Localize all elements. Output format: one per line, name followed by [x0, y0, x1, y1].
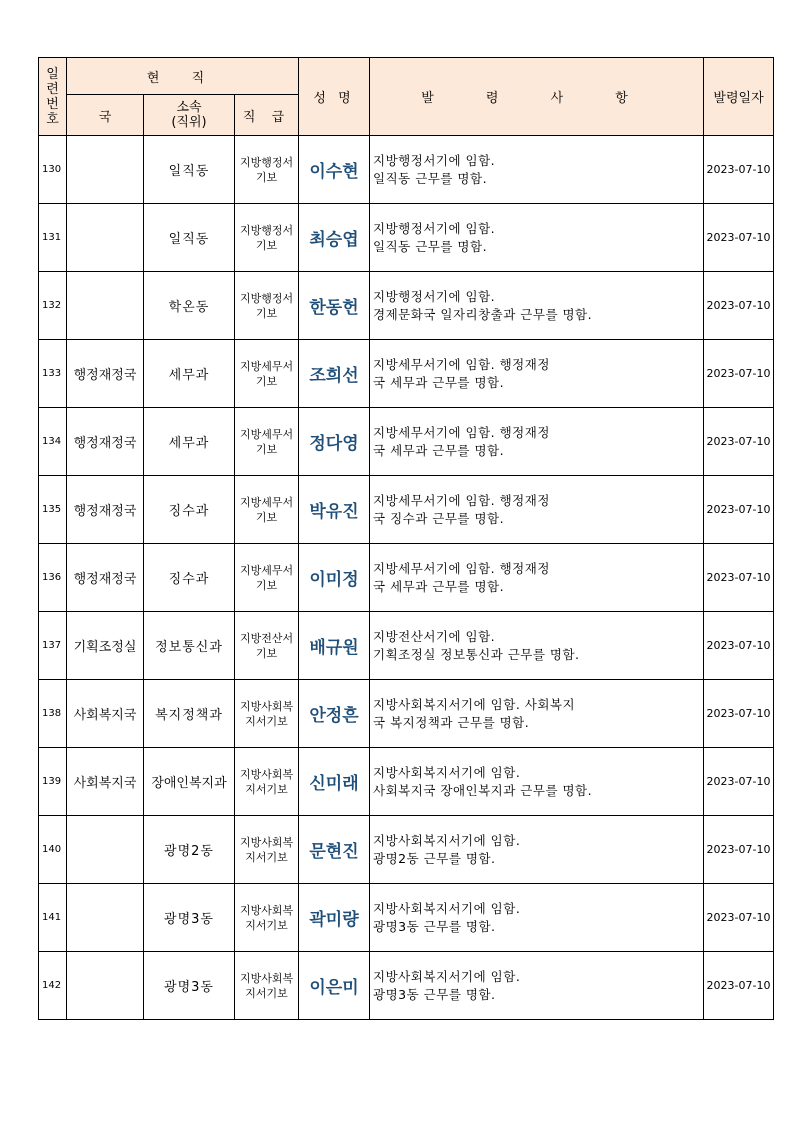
date-header: 발령일자	[704, 58, 774, 136]
serial-number: 137	[39, 612, 67, 680]
appointment-date: 2023-07-10	[704, 544, 774, 612]
appointment-date: 2023-07-10	[704, 408, 774, 476]
table-row	[39, 476, 774, 544]
person-name: 곽미량	[299, 884, 370, 952]
table-row	[39, 952, 774, 1020]
bureau-header: 국	[67, 95, 144, 136]
appointment-date: 2023-07-10	[704, 952, 774, 1020]
table-row	[39, 612, 774, 680]
table-row	[39, 544, 774, 612]
department: 장애인복지과	[144, 748, 235, 816]
appointment-order: 지방사회복지서기에 임함. 광명3동 근무를 명함.	[370, 884, 704, 952]
name-header: 성 명	[299, 58, 370, 136]
appointment-order: 지방세무서기에 임함. 행정재정 국 세무과 근무를 명함.	[370, 340, 704, 408]
rank: 지방세무서 기보	[235, 408, 299, 476]
table-row	[39, 340, 774, 408]
appointment-order: 지방사회복지서기에 임함. 광명2동 근무를 명함.	[370, 816, 704, 884]
rank: 지방사회복 지서기보	[235, 680, 299, 748]
department: 정보통신과	[144, 612, 235, 680]
appointment-order: 지방행정서기에 임함. 일직동 근무를 명함.	[370, 204, 704, 272]
table-row	[39, 204, 774, 272]
rank-header: 직 급	[235, 95, 299, 136]
table-row	[39, 136, 774, 204]
table-row	[39, 680, 774, 748]
appointment-date: 2023-07-10	[704, 816, 774, 884]
department: 세무과	[144, 340, 235, 408]
department: 세무과	[144, 408, 235, 476]
table-row	[39, 272, 774, 340]
serial-number: 133	[39, 340, 67, 408]
appointment-order: 지방행정서기에 임함. 경제문화국 일자리창출과 근무를 명함.	[370, 272, 704, 340]
appointment-order: 지방사회복지서기에 임함. 사회복지국 장애인복지과 근무를 명함.	[370, 748, 704, 816]
bureau	[67, 816, 144, 884]
appointment-table	[38, 57, 774, 1020]
appointment-order: 지방행정서기에 임함. 일직동 근무를 명함.	[370, 136, 704, 204]
department: 광명3동	[144, 884, 235, 952]
appointment-order: 지방세무서기에 임함. 행정재정 국 세무과 근무를 명함.	[370, 544, 704, 612]
table-header	[39, 58, 774, 136]
person-name: 안정흔	[299, 680, 370, 748]
bureau: 사회복지국	[67, 680, 144, 748]
appointment-date: 2023-07-10	[704, 612, 774, 680]
department: 광명3동	[144, 952, 235, 1020]
serial-number: 130	[39, 136, 67, 204]
rank: 지방사회복 지서기보	[235, 884, 299, 952]
bureau: 행정재정국	[67, 340, 144, 408]
department: 일직동	[144, 136, 235, 204]
rank: 지방행정서 기보	[235, 272, 299, 340]
department: 학온동	[144, 272, 235, 340]
rank: 지방사회복 지서기보	[235, 748, 299, 816]
appointment-order: 지방세무서기에 임함. 행정재정 국 징수과 근무를 명함.	[370, 476, 704, 544]
appointment-order: 지방세무서기에 임함. 행정재정 국 세무과 근무를 명함.	[370, 408, 704, 476]
serial-number: 134	[39, 408, 67, 476]
rank: 지방사회복 지서기보	[235, 952, 299, 1020]
table-row	[39, 884, 774, 952]
serial-number: 138	[39, 680, 67, 748]
rank: 지방세무서 기보	[235, 544, 299, 612]
order-header: 발 령 사 항	[370, 58, 704, 136]
rank: 지방행정서 기보	[235, 136, 299, 204]
bureau: 행정재정국	[67, 476, 144, 544]
serial-number: 139	[39, 748, 67, 816]
bureau	[67, 272, 144, 340]
appointment-date: 2023-07-10	[704, 204, 774, 272]
serial-number-header: 일 련 번 호	[39, 58, 67, 136]
table-body	[39, 136, 774, 1020]
serial-number: 132	[39, 272, 67, 340]
department: 복지정책과	[144, 680, 235, 748]
rank: 지방사회복 지서기보	[235, 816, 299, 884]
table-row	[39, 816, 774, 884]
person-name: 이은미	[299, 952, 370, 1020]
person-name: 정다영	[299, 408, 370, 476]
department: 광명2동	[144, 816, 235, 884]
person-name: 문현진	[299, 816, 370, 884]
serial-number: 135	[39, 476, 67, 544]
current-post-header: 현 직	[67, 58, 299, 95]
serial-number: 140	[39, 816, 67, 884]
appointment-date: 2023-07-10	[704, 476, 774, 544]
rank: 지방전산서 기보	[235, 612, 299, 680]
department: 징수과	[144, 544, 235, 612]
bureau: 사회복지국	[67, 748, 144, 816]
bureau	[67, 952, 144, 1020]
appointment-date: 2023-07-10	[704, 136, 774, 204]
rank: 지방세무서 기보	[235, 340, 299, 408]
bureau	[67, 884, 144, 952]
appointment-date: 2023-07-10	[704, 680, 774, 748]
appointment-date: 2023-07-10	[704, 884, 774, 952]
serial-number: 141	[39, 884, 67, 952]
bureau: 행정재정국	[67, 544, 144, 612]
serial-number: 131	[39, 204, 67, 272]
person-name: 신미래	[299, 748, 370, 816]
bureau	[67, 136, 144, 204]
rank: 지방행정서 기보	[235, 204, 299, 272]
person-name: 이미정	[299, 544, 370, 612]
person-name: 이수현	[299, 136, 370, 204]
serial-number: 142	[39, 952, 67, 1020]
person-name: 배규원	[299, 612, 370, 680]
dept-header: 소속 (직위)	[144, 95, 235, 136]
department: 일직동	[144, 204, 235, 272]
rank: 지방세무서 기보	[235, 476, 299, 544]
department: 징수과	[144, 476, 235, 544]
bureau: 기획조정실	[67, 612, 144, 680]
appointment-date: 2023-07-10	[704, 748, 774, 816]
table-row	[39, 748, 774, 816]
person-name: 조희선	[299, 340, 370, 408]
appointment-date: 2023-07-10	[704, 340, 774, 408]
appointment-date: 2023-07-10	[704, 272, 774, 340]
bureau	[67, 204, 144, 272]
serial-number: 136	[39, 544, 67, 612]
table-row	[39, 408, 774, 476]
appointment-order: 지방사회복지서기에 임함. 광명3동 근무를 명함.	[370, 952, 704, 1020]
person-name: 최승엽	[299, 204, 370, 272]
bureau: 행정재정국	[67, 408, 144, 476]
person-name: 박유진	[299, 476, 370, 544]
appointment-order: 지방전산서기에 임함. 기획조정실 정보통신과 근무를 명함.	[370, 612, 704, 680]
appointment-order: 지방사회복지서기에 임함. 사회복지 국 복지정책과 근무를 명함.	[370, 680, 704, 748]
person-name: 한동헌	[299, 272, 370, 340]
